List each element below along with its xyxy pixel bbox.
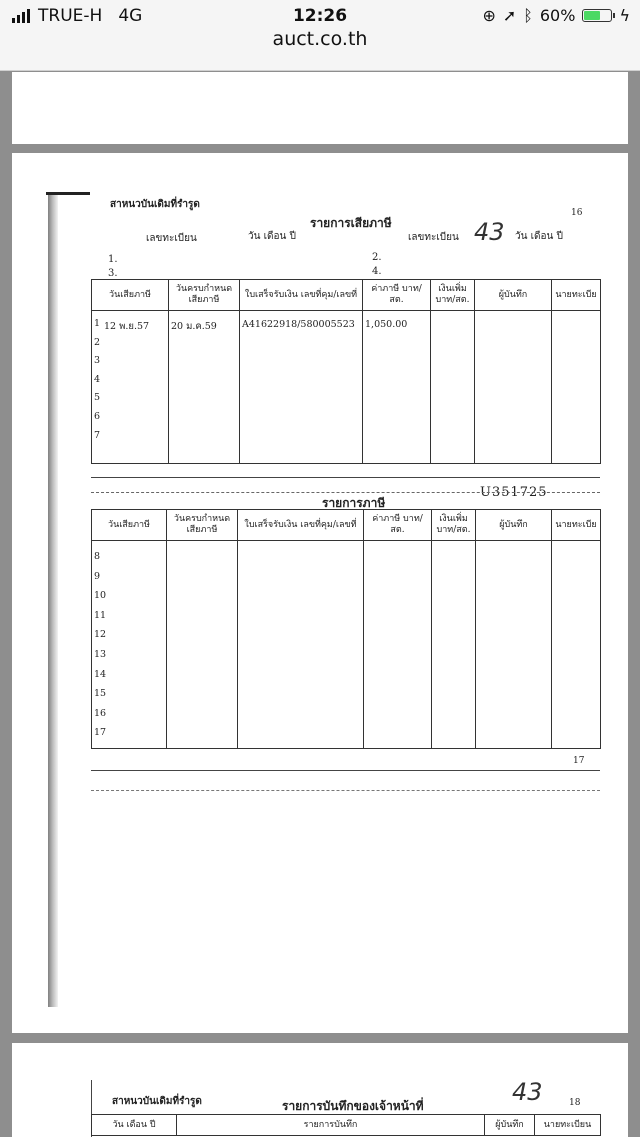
cell-recorder xyxy=(475,311,552,464)
document-page-previous xyxy=(12,72,628,144)
tax-payment-table xyxy=(91,279,601,464)
row-number: 7 xyxy=(94,429,101,441)
cell-date-paid xyxy=(92,311,169,464)
row1-receipt: A41622918/580005523 xyxy=(242,319,355,330)
address-bar-url[interactable]: auct.co.th xyxy=(272,28,368,50)
tax-list-table xyxy=(91,509,601,749)
serial-fragment: U351725 xyxy=(480,485,548,500)
cell-tax xyxy=(364,541,432,749)
col-header-tax: ค่าภาษี บาท/สต. xyxy=(363,280,431,311)
status-icons xyxy=(482,6,630,25)
rotation-lock-icon: ⊕ xyxy=(482,6,496,25)
row1-due-date: 20 ม.ค.59 xyxy=(171,321,217,332)
bluetooth-icon: ᛒ xyxy=(523,6,533,25)
reg-label-left: เลขทะเบียน xyxy=(146,233,197,244)
page3-page-number: 18 xyxy=(569,1098,581,1108)
cell-registrar xyxy=(552,541,601,749)
table-header-row xyxy=(92,510,601,541)
row-number: 8 xyxy=(94,551,101,562)
col-header-surcharge: เงินเพิ่ม บาท/สต. xyxy=(432,510,476,541)
col-header-recorder: ผู้บันทึก xyxy=(475,280,552,311)
col-header-date: วัน เดือน ปี xyxy=(92,1115,177,1136)
row-number: 4 xyxy=(94,373,101,385)
date-label-right: วัน เดือน ปี xyxy=(515,231,563,242)
row-number: 11 xyxy=(94,609,107,621)
row-number: 13 xyxy=(94,648,107,660)
row-number: 12 xyxy=(94,629,107,641)
cell-surcharge xyxy=(431,311,475,464)
item-line-1: 1. xyxy=(108,254,118,265)
row-number: 16 xyxy=(94,707,107,719)
handwritten-number: 43 xyxy=(474,218,505,246)
table-body-row xyxy=(92,541,601,749)
item-line-2: 2. xyxy=(372,252,382,263)
col-header-registrar: นายทะเบียน xyxy=(535,1115,601,1136)
bottom-rule xyxy=(91,770,600,771)
row-number: 1 xyxy=(94,318,101,329)
clock: 12:26 xyxy=(292,6,348,26)
item-line-4: 4. xyxy=(372,266,382,277)
date-label-left: วัน เดือน ปี xyxy=(248,231,296,242)
col-header-date-paid: วันเสียภาษี xyxy=(92,510,167,541)
page-number-bottom: 17 xyxy=(573,756,585,766)
col-header-receipt: ใบเสร็จรับเงิน เลขที่คุม/เลขที่ xyxy=(238,510,364,541)
battery-percent: 60% xyxy=(539,6,576,25)
cell-date-paid xyxy=(92,541,167,749)
page-number-top: 16 xyxy=(571,208,583,218)
scan-edge xyxy=(46,192,90,195)
col-header-due-date: วันครบกำหนดเสียภาษี xyxy=(169,280,240,311)
row1-date-paid: 12 พ.ย.57 xyxy=(104,321,150,332)
page3-title: รายการบันทึกของเจ้าหน้าที่ xyxy=(282,1099,424,1113)
charging-icon: ϟ xyxy=(619,6,630,25)
officer-notes-table xyxy=(91,1114,601,1136)
item-line-3: 3. xyxy=(108,268,118,279)
dashed-separator xyxy=(91,492,600,493)
col-header-notes: รายการบันทึก xyxy=(177,1115,485,1136)
cell-registrar xyxy=(552,311,601,464)
col-header-recorder: ผู้บันทึก xyxy=(476,510,552,541)
section-title: รายการเสียภาษี xyxy=(310,216,392,230)
row-number: 14 xyxy=(94,668,107,680)
row-numbers-8-17 xyxy=(94,547,164,743)
carrier-name: TRUE-H xyxy=(38,6,103,26)
row-number: 10 xyxy=(94,590,107,602)
row-number: 17 xyxy=(94,727,107,739)
battery-icon xyxy=(582,9,612,22)
bottom-rule-dashed xyxy=(91,790,600,791)
col-header-receipt: ใบเสร็จรับเงิน เลขที่คุม/เลขที่ xyxy=(240,280,363,311)
col-header-surcharge: เงินเพิ่ม บาท/สต. xyxy=(431,280,475,311)
table-header-row xyxy=(92,1115,601,1136)
cell-due-date xyxy=(167,541,238,749)
row-number: 5 xyxy=(94,392,101,404)
row-numbers-1-7 xyxy=(94,315,166,445)
cell-receipt xyxy=(240,311,363,464)
page3-header-left: สาหนวบันเดิมที่รำรูด xyxy=(112,1096,202,1107)
row-number: 2 xyxy=(94,336,101,348)
cell-receipt xyxy=(238,541,364,749)
col-header-registrar: นายทะเบีย xyxy=(552,510,601,541)
location-icon: ➚ xyxy=(502,6,517,25)
row-number: 6 xyxy=(94,410,101,422)
row-number: 15 xyxy=(94,688,107,700)
table2-title: รายการภาษี xyxy=(322,496,386,510)
page-header-left: สาหนวบันเดิมที่รำรูด xyxy=(110,199,200,210)
table-header-row xyxy=(92,280,601,311)
page-fold-line xyxy=(91,477,600,478)
cell-surcharge xyxy=(432,541,476,749)
col-header-tax: ค่าภาษี บาท/สต. xyxy=(364,510,432,541)
cell-due-date xyxy=(169,311,240,464)
cell-recorder xyxy=(476,541,552,749)
row-number: 3 xyxy=(94,355,101,367)
scan-shadow xyxy=(48,192,58,1007)
col-header-date-paid: วันเสียภาษี xyxy=(92,280,169,311)
page3-handwritten-number: 43 xyxy=(512,1078,543,1106)
reg-label-right: เลขทะเบียน xyxy=(408,232,459,243)
table-body-row xyxy=(92,311,601,464)
browser-status-bar xyxy=(0,0,640,71)
col-header-due-date: วันครบกำหนดเสียภาษี xyxy=(167,510,238,541)
col-header-registrar: นายทะเบีย xyxy=(552,280,601,311)
network-type: 4G xyxy=(118,6,143,26)
col-header-recorder: ผู้บันทึก xyxy=(485,1115,535,1136)
cell-tax xyxy=(363,311,431,464)
row-number: 9 xyxy=(94,570,101,582)
row1-tax: 1,050.00 xyxy=(365,319,408,330)
